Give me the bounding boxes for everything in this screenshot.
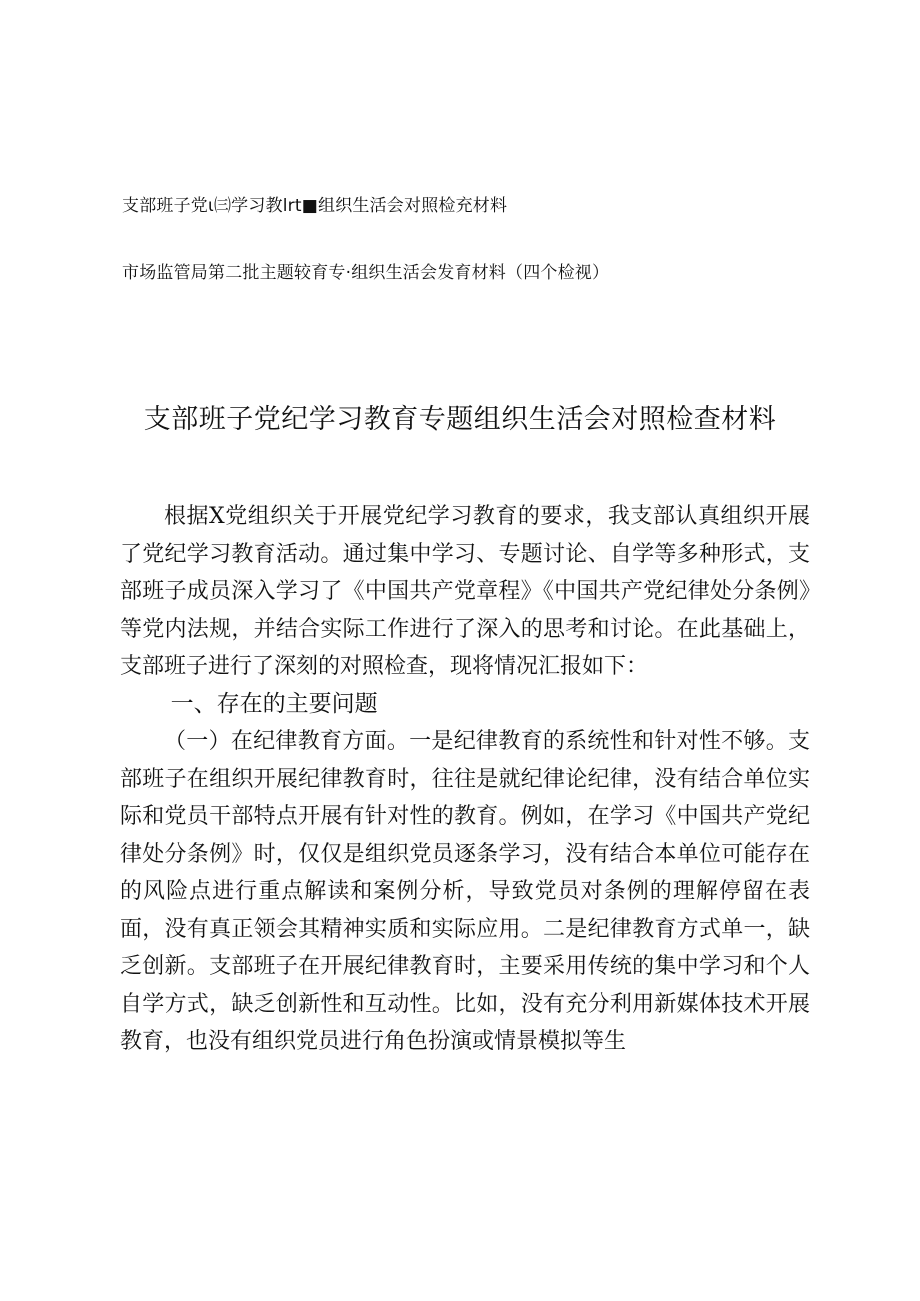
section-paragraph: （一）在纪律教育方面。一是纪律教育的系统性和针对性不够。支部班子在组织开展纪律教育时，往往是就纪律论纪律，没有结合单位实际和党员干部特点开展有针对性的教育。例如，在学习《中国共产党纪律处分条例》时，仅仅是组织党员逐条学习，没有结合本单位可能存在的风险点进行重点解读和案例分析，导致党员对条例的理解停留在表面，没有真正领会其精神实质和实际应用。二是纪律教育方式单一，缺乏创新。支部班子在开展纪律教育时，主要采用传统的集中学习和个人自学方式，缺乏创新性和互动性。比如，没有充分利用新媒体技术开展教育，也没有组织党员进行角色扮演或情景模拟等生 <box>120 729 810 1054</box>
document-body <box>120 498 810 1061</box>
toc-entry-1: 支部班子党ι㈢学习教lrt■组织生活会对照检充材料 <box>122 196 508 216</box>
toc-entry-2: 市场监管局第二批主题较育专·组织生活会发育材料（四个检视） <box>122 263 610 283</box>
intro-paragraph: 根据X党组织关于开展党纪学习教育的要求，我支部认真组织开展了党纪学习教育活动。通过集中学习、专题讨论、自学等多种形式，支部班子成员深入学习了《中国共产党章程》《中国共产党纪律处分条例》等党内法规，并结合实际工作进行了深入的思考和讨论。在此基础上，支部班子进行了深刻的对照检查，现将情况汇报如下： <box>120 504 810 679</box>
document-title: 支部班子党纪学习教育专题组织生活会对照检查材料 <box>143 404 777 435</box>
section-heading: 一、存在的主要问题 <box>170 690 378 717</box>
